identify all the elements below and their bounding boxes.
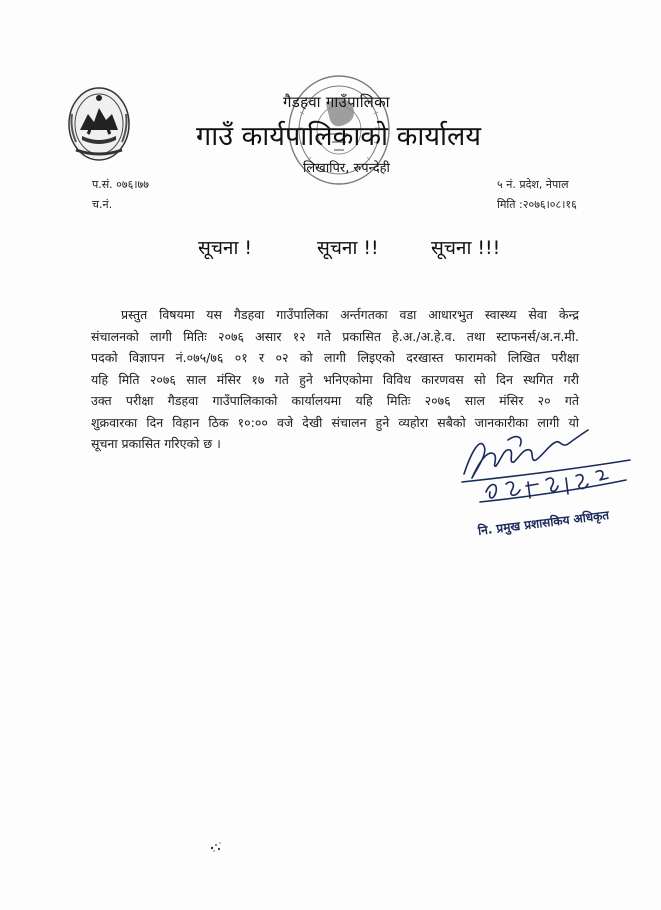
body-line-3: पदको विज्ञापन नं.०७५/७६ ०१ र ०२ को लागी लिइएको दरखास्त फारामको लिखित परीक्षा	[91, 350, 579, 365]
body-line-1: प्रस्तुत विषयमा यस गैडहवा गाउँपालिका अर्न्तगतका वडा आधारभुत स्वास्थ्य सेवा केन्द्र	[121, 307, 579, 322]
signature-icon	[458, 420, 638, 520]
body-line-4: यहि मिति २०७६ साल मंसिर १७ गते हुने भनिएकोमा विविध कारणवस सो दिन स्थगित गरी	[91, 371, 579, 387]
signatory-title: नि. प्रमुख प्रशासकिय अधिकृत	[477, 507, 610, 538]
notice-heading	[0, 234, 661, 264]
ink-smudge-icon	[208, 838, 224, 854]
body-line-5: उक्त परीक्षा गैडहवा गाउँपालिकाको कार्यालयमा यहि मितिः २०७६ साल मंसिर २० गते	[91, 393, 579, 408]
office-title: गाउँ कार्यपालिकाको कार्यालय	[196, 121, 481, 152]
body-line-2: संचालनको लागी मितिः २०७६ असार १२ गते प्रकासित हे.अ./अ.हे.व. तथा स्टाफनर्स/अ.न.मी.	[91, 328, 579, 344]
body-line-6: शुक्रवारका दिन विहान ठिक १०:०० वजे देखी संचालन हुने व्यहोरा सबैको जानकारीका लागी यो	[91, 414, 579, 430]
nepal-emblem-icon	[66, 84, 132, 164]
dispatch-number: च.नं.	[92, 198, 113, 211]
notice-label-3: सूचना !!!	[431, 237, 501, 259]
office-address: लिखापिर, रुपन्देही	[303, 161, 390, 176]
body-line-7: सूचना प्रकासित गरिएको छ ।	[91, 436, 221, 451]
province-label: ५ नं. प्रदेश, नेपाल	[497, 178, 569, 191]
office-name: गैडहवा गाउँपालिका	[283, 93, 390, 111]
notice-label-1: सूचना !	[198, 237, 253, 259]
notice-label-2: सूचना !!	[317, 237, 379, 259]
letter-date: मिति :२०७६।०८।१६	[497, 198, 577, 211]
letter-number: प.सं. ०७६।७७	[92, 178, 149, 191]
